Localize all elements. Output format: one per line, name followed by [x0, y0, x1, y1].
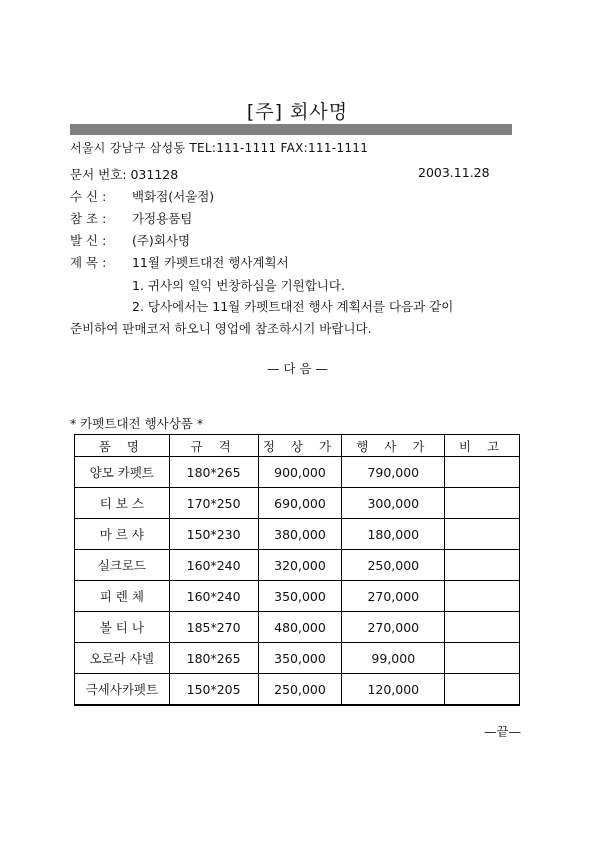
header-size: 규 격 [169, 435, 258, 457]
body-paragraph-2-line-2: 준비하여 판매코저 하오니 영업에 참조하시기 바랍니다. [70, 321, 372, 336]
product-size: 180*265 [169, 457, 258, 488]
table-row [75, 519, 520, 550]
reference-label: 참 조 : [70, 211, 107, 226]
regular-price: 350,000 [258, 643, 342, 674]
table-row [75, 612, 520, 643]
section-heading: — 다 음 — [266, 361, 329, 376]
header-regular-price: 정 상 가 [258, 435, 342, 457]
recipient-label: 수 신 : [70, 189, 107, 204]
remarks [445, 581, 520, 612]
product-size: 185*270 [169, 612, 258, 643]
reference-value: 가정용품팀 [131, 211, 193, 226]
remarks [445, 643, 520, 674]
table-row [75, 457, 520, 488]
subject-value: 11월 카펫트대전 행사계획서 [131, 255, 289, 270]
product-name: 오로라 샤넬 [75, 643, 170, 674]
sale-price: 790,000 [342, 457, 445, 488]
doc-number: 문서 번호: 031128 [70, 167, 179, 182]
sale-price: 120,000 [342, 674, 445, 706]
recipient-value: 백화점(서울점) [131, 189, 215, 204]
remarks [445, 612, 520, 643]
sale-price: 270,000 [342, 612, 445, 643]
sender-row [70, 231, 190, 249]
table-row [75, 674, 520, 706]
product-size: 150*230 [169, 519, 258, 550]
remarks [445, 674, 520, 706]
sale-price: 270,000 [342, 581, 445, 612]
reference-row [70, 209, 192, 227]
regular-price: 690,000 [258, 488, 342, 519]
body-paragraph-2-line-1: 2. 당사에서는 11월 카펫트대전 행사 계획서를 다음과 같이 [132, 299, 454, 314]
regular-price: 250,000 [258, 674, 342, 706]
subject-label: 제 목 : [70, 255, 107, 270]
product-name: 실크로드 [75, 550, 170, 581]
regular-price: 380,000 [258, 519, 342, 550]
table-row [75, 581, 520, 612]
product-name: 극세사카펫트 [75, 674, 170, 706]
table-row [75, 550, 520, 581]
end-mark: —끝— [484, 724, 522, 739]
remarks [445, 488, 520, 519]
product-name: 피 렌 체 [75, 581, 170, 612]
product-name: 마 르 샤 [75, 519, 170, 550]
product-size: 160*240 [169, 581, 258, 612]
product-name: 볼 티 나 [75, 612, 170, 643]
body-paragraph-1: 1. 귀사의 일익 번창하심을 기원합니다. [132, 278, 345, 293]
sale-price: 300,000 [342, 488, 445, 519]
table-row [75, 488, 520, 519]
table-row [75, 643, 520, 674]
subject-row [70, 253, 289, 271]
remarks [445, 550, 520, 581]
regular-price: 350,000 [258, 581, 342, 612]
remarks [445, 519, 520, 550]
company-title: [주] 회사명 [246, 101, 349, 123]
header-remarks: 비 고 [445, 435, 520, 457]
product-size: 160*240 [169, 550, 258, 581]
regular-price: 480,000 [258, 612, 342, 643]
sale-price: 180,000 [342, 519, 445, 550]
product-name: 양모 카펫트 [75, 457, 170, 488]
header-product-name: 품 명 [75, 435, 170, 457]
product-name: 티 보 스 [75, 488, 170, 519]
regular-price: 900,000 [258, 457, 342, 488]
product-size: 170*250 [169, 488, 258, 519]
product-table [74, 434, 520, 706]
sender-value: (주)회사명 [131, 233, 191, 248]
product-size: 150*205 [169, 674, 258, 706]
company-address: 서울시 강남구 삼성동 TEL:111-1111 FAX:111-1111 [70, 141, 369, 155]
product-size: 180*265 [169, 643, 258, 674]
header-divider-bar [70, 124, 512, 135]
table-header-row [75, 435, 520, 457]
table-caption: * 카펫트대전 행사상품 * [70, 416, 204, 431]
header-sale-price: 행 사 가 [342, 435, 445, 457]
recipient-row [70, 187, 214, 205]
doc-date: 2003.11.28 [418, 165, 490, 180]
sale-price: 250,000 [342, 550, 445, 581]
remarks [445, 457, 520, 488]
sender-label: 발 신 : [70, 233, 107, 248]
sale-price: 99,000 [342, 643, 445, 674]
regular-price: 320,000 [258, 550, 342, 581]
